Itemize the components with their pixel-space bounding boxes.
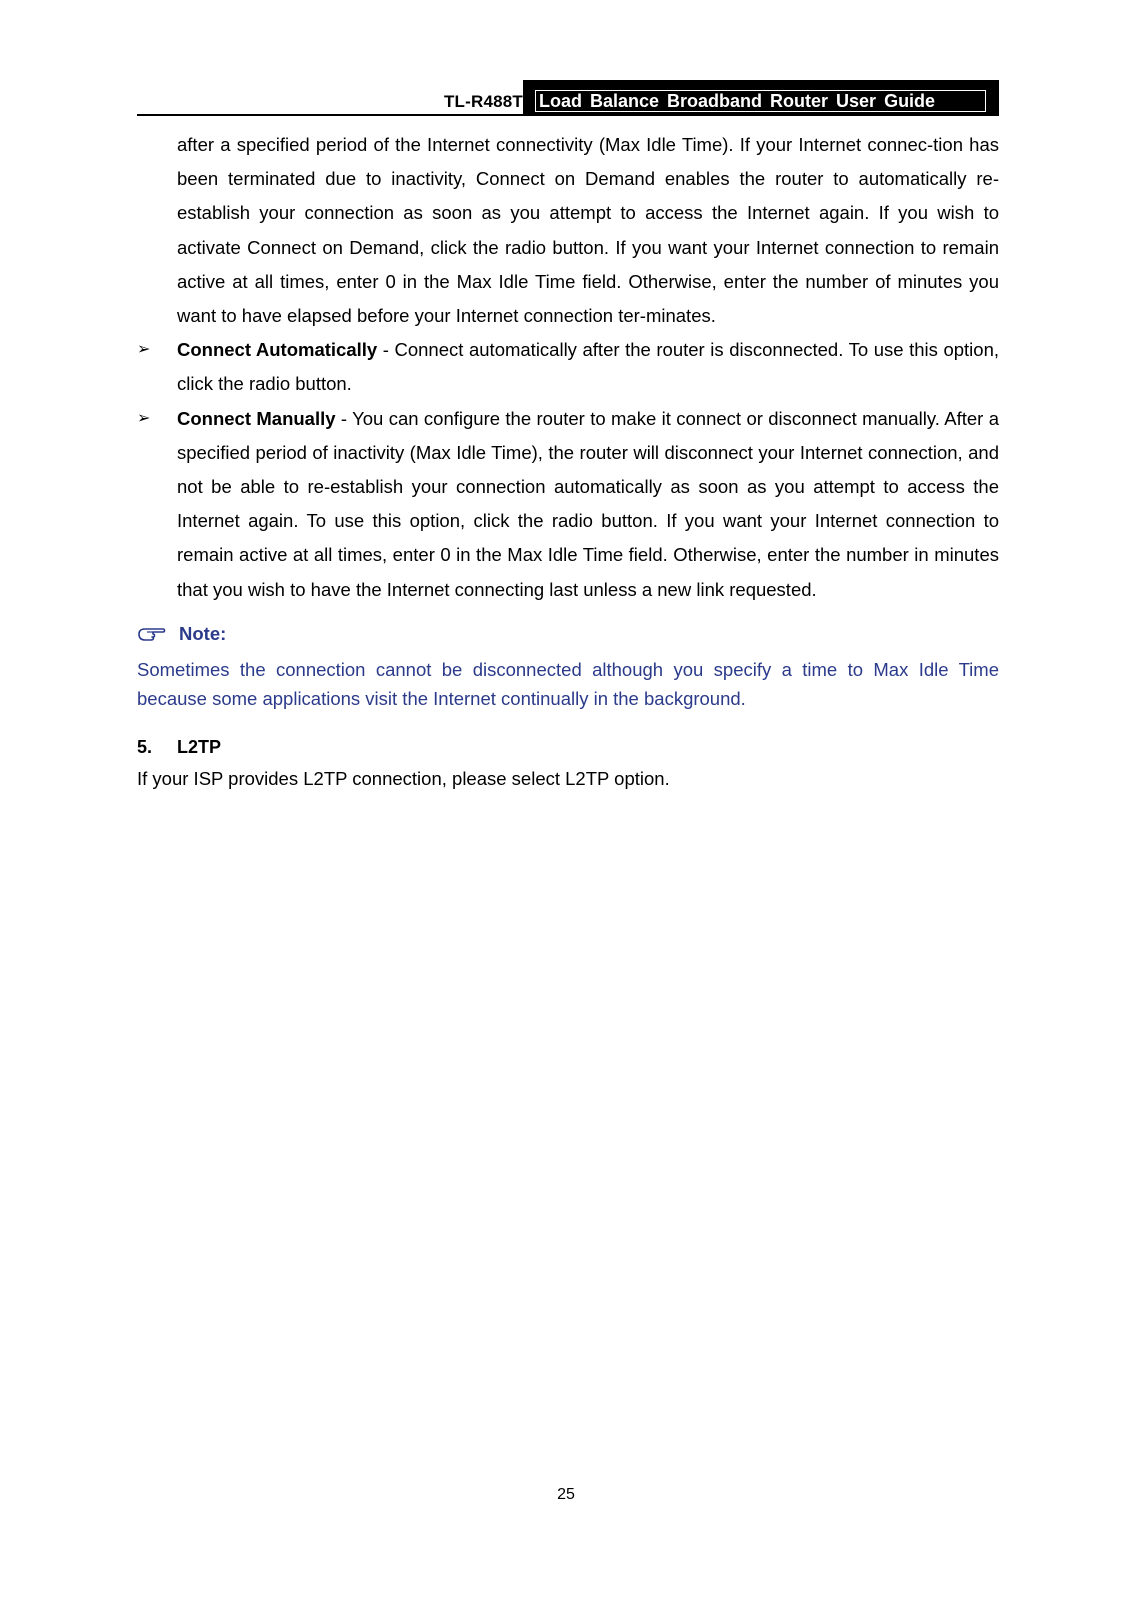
pointing-hand-icon — [137, 625, 167, 643]
bullet-text: - You can configure the router to make it connect or disconnect manually. After a specified period of inactivity (Max Idle Time), the router will disconnect your Internet connection, and not be able to re-establish your connection automatically as soon as you attempt to access the Internet again. To use this option, click the radio button. If you want your Internet connection to remain active at all times, enter 0 in the Max Idle Time field. Otherwise, enter the number in minutes that you wish to have the Internet connecting last unless a new link requested. — [177, 407, 999, 600]
bullet-text: - Connect automatically after the router is disconnected. To use this option, click the radio button. — [177, 339, 999, 395]
bullet-connect-manually — [137, 402, 999, 607]
page-header — [137, 80, 999, 116]
note-text: Sometimes the connection cannot be disconnected although you specify a time to Max Idle Time because some applications visit the Internet continually in the background. — [137, 658, 999, 710]
bullet-arrow-icon: ➢ — [137, 409, 151, 427]
bullet-term: Connect Manually — [177, 407, 336, 429]
note-heading — [137, 617, 999, 651]
bullet-connect-automatically — [137, 333, 999, 401]
section-title: L2TP — [177, 736, 222, 757]
note-label: Note: — [179, 622, 227, 644]
section-heading — [137, 732, 999, 762]
header-title-box — [523, 80, 999, 116]
header-guide-title: Load Balance Broadband Router User Guide — [539, 91, 936, 111]
bullet-term: Connect Automatically — [177, 339, 378, 361]
section-text: If your ISP provides L2TP connection, please select L2TP option. — [137, 767, 670, 789]
page-number: 25 — [557, 1486, 575, 1503]
header-rule — [137, 114, 999, 116]
header-model: TL-R488T — [443, 92, 523, 111]
page-content — [137, 128, 999, 796]
continuation-paragraph: after a specified period of the Internet connectivity (Max Idle Time). If your Internet connec-tion has been terminated due to inactivity, Connect on Demand enables the router to automatically re-establish your connection as soon as you attempt to access the Internet again. If you wish to activate Connect on Demand, click the radio button. If you want your Internet connection to remain active at all times, enter 0 in the Max Idle Time field. Otherwise, enter the number of minutes you want to have elapsed before your Internet connection ter-minates. — [177, 134, 999, 327]
bullet-arrow-icon: ➢ — [137, 341, 151, 359]
section-number: 5. — [137, 736, 153, 757]
